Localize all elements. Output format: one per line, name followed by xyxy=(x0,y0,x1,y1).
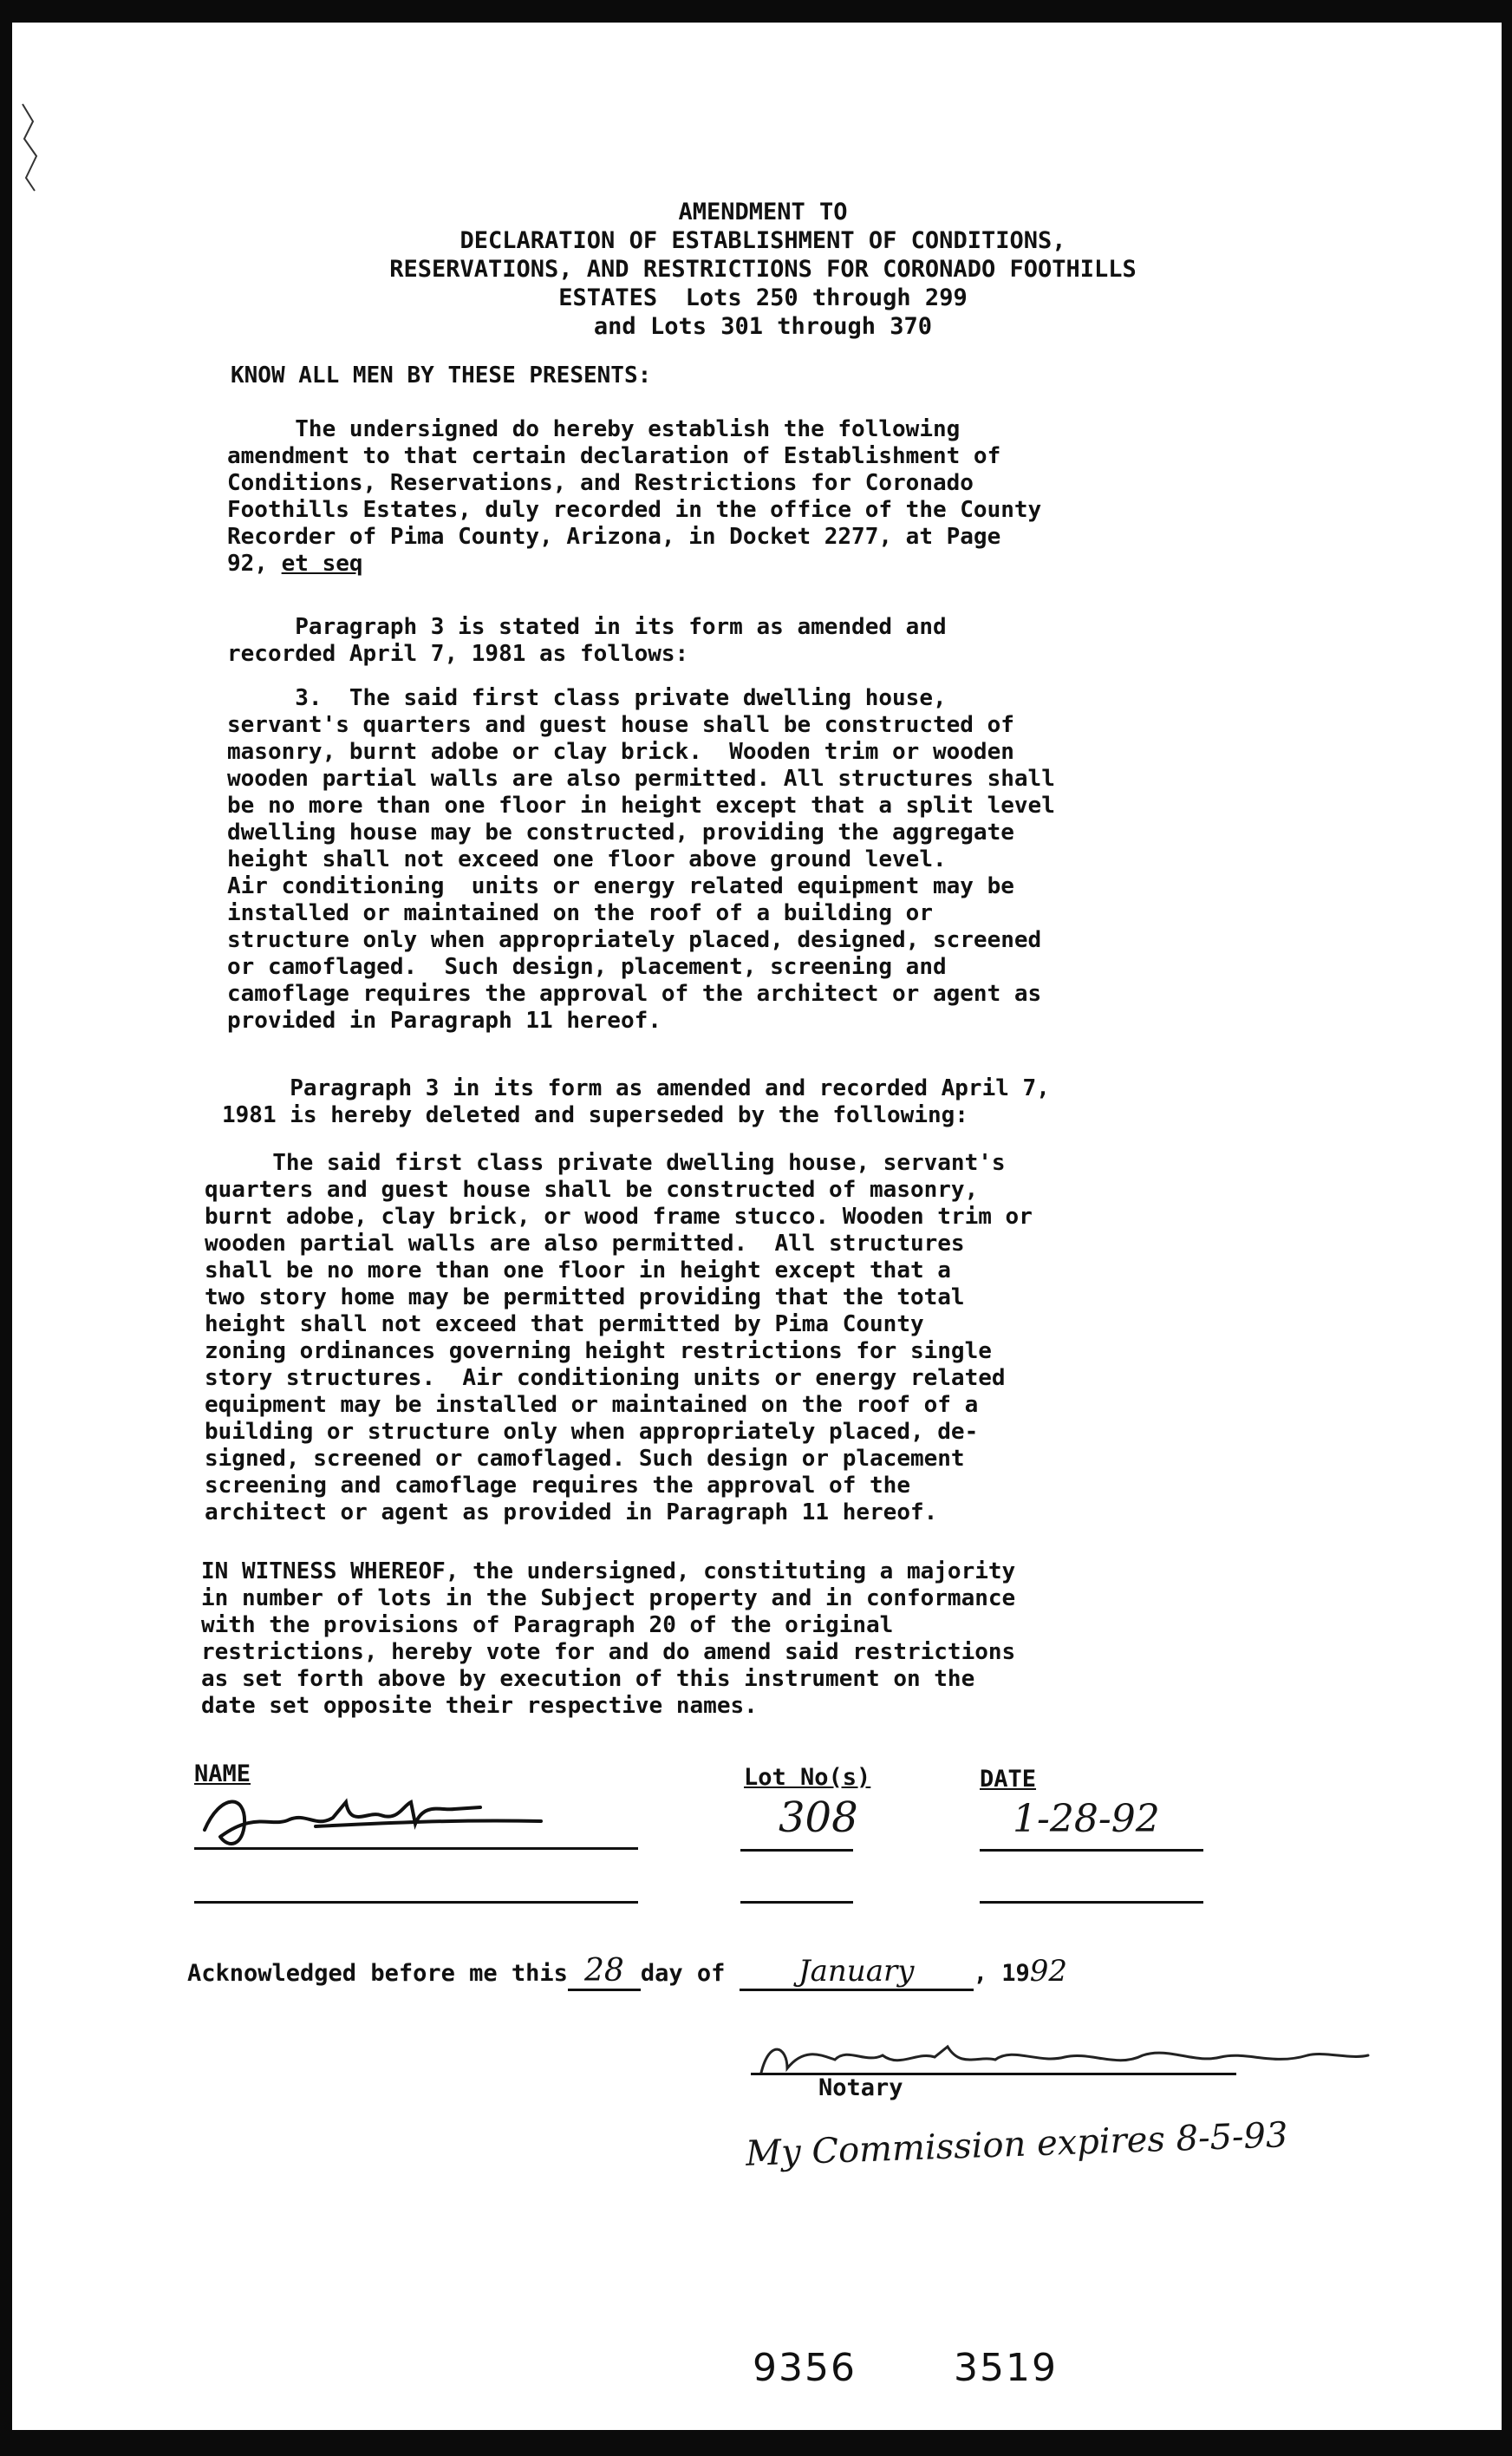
scan-border-bottom xyxy=(0,2430,1512,2456)
date-line-2 xyxy=(980,1901,1203,1904)
et-seq-text: et seq xyxy=(281,551,363,577)
commission-expiry-handwritten: My Commission expires 8-5-93 xyxy=(745,2115,1289,2174)
margin-scribble xyxy=(16,95,50,199)
scan-border-right xyxy=(1502,0,1512,2456)
signature-image xyxy=(194,1776,558,1854)
ack-year-prefix: , 19 xyxy=(973,1960,1030,1987)
paragraph-establishment-text: The undersigned do hereby establish the following amendment to that certain declaration of Establishment of Conditions, Reservations, and Restrictions for Coronado Foothills Estates, duly recorded in the office of the County Recorder of Pima County, Arizona, in Docket 2277, at Page 92, xyxy=(227,416,1042,577)
ack-middle: day of xyxy=(640,1960,726,1987)
title-line-3: RESERVATIONS, AND RESTRICTIONS FOR CORONADO FOOTHILLS xyxy=(389,256,1137,283)
lot-column-header: Lot No(s) xyxy=(744,1764,871,1791)
title-line-2: DECLARATION OF ESTABLISHMENT OF CONDITIONS, xyxy=(459,227,1066,254)
ack-prefix: Acknowledged before me this xyxy=(187,1960,568,1987)
date-handwritten: 1-28-92 xyxy=(1013,1797,1160,1841)
paragraph-stated: Paragraph 3 is stated in its form as amended and recorded April 7, 1981 as follows: xyxy=(227,614,947,667)
ack-month-handwritten: January xyxy=(740,1954,974,1991)
paragraph-deleted-notice: Paragraph 3 in its form as amended and recorded April 7, 1981 is hereby deleted and superseded by the following: xyxy=(222,1075,1050,1128)
date-line-1 xyxy=(980,1849,1203,1852)
lot-number-handwritten: 308 xyxy=(779,1793,858,1842)
lot-line-1 xyxy=(740,1849,853,1852)
intro-heading: KNOW ALL MEN BY THESE PRESENTS: xyxy=(231,363,652,389)
document-title xyxy=(286,198,1240,341)
paragraph-establishment xyxy=(227,416,1041,578)
docket-number: 9356 xyxy=(753,2346,857,2390)
page-number: 3519 xyxy=(954,2346,1058,2390)
ack-year-handwritten: 92 xyxy=(1029,1954,1068,1989)
date-column-header: DATE xyxy=(980,1766,1037,1793)
paragraph-original-section-3: 3. The said first class private dwelling house, servant's quarters and guest house shall be constructed of masonry, burnt adobe or clay brick. Wooden trim or wooden wooden partial walls are also permitted. All structures shall be no more than one floor in height except that a split level dwelling house may be constructed, providing the aggregate height shall not exceed one floor above ground level. Air conditioning units or energy related equipment may be installed or maintained on the roof of a building or structure only when appropriately placed, designed, screened or camoflaged. Such design, placement, screening and camoflage requires the approval of the architect or agent as provided in Paragraph 11 hereof. xyxy=(227,685,1055,1034)
ack-day-handwritten: 28 xyxy=(568,1953,641,1991)
title-line-4: ESTATES Lots 250 through 299 xyxy=(558,284,968,311)
signature-line-1 xyxy=(194,1847,638,1850)
lot-line-2 xyxy=(740,1901,853,1904)
scan-border-left xyxy=(0,0,12,2456)
name-column-header: NAME xyxy=(194,1760,251,1787)
signature-line-2 xyxy=(194,1901,638,1904)
paragraph-witness: IN WITNESS WHEREOF, the undersigned, constituting a majority in number of lots in the Subject property and in conformance with the provisions of Paragraph 20 of the original restrictions, hereby vote for and do amend said restrictions as set forth above by execution of this instrument on the date set opposite their respective names. xyxy=(201,1558,1016,1719)
title-line-5: and Lots 301 through 370 xyxy=(593,313,933,340)
paragraph-new-section-3: The said first class private dwelling house, servant's quarters and guest house shall be constructed of masonry, burnt adobe, clay brick, or wood frame stucco. Wooden trim or wooden partial walls are also permitted. All structures shall be no more than one floor in height except that a two story home may be permitted providing that the total height shall not exceed that permitted by Pima County zoning ordinances governing height restrictions for single story structures. Air conditioning units or energy related equipment may be installed or maintained on the roof of a building or structure only when appropriately placed, de- signed, screened or camoflaged. Such design or placement screening and camoflage requires the approval of the architect or agent as provided in Paragraph 11 hereof. xyxy=(205,1150,1033,1525)
scan-border-top xyxy=(0,0,1512,23)
title-line-1: AMENDMENT TO xyxy=(678,199,848,225)
acknowledgment-line xyxy=(187,1953,1067,1991)
notary-label: Notary xyxy=(818,2074,903,2101)
